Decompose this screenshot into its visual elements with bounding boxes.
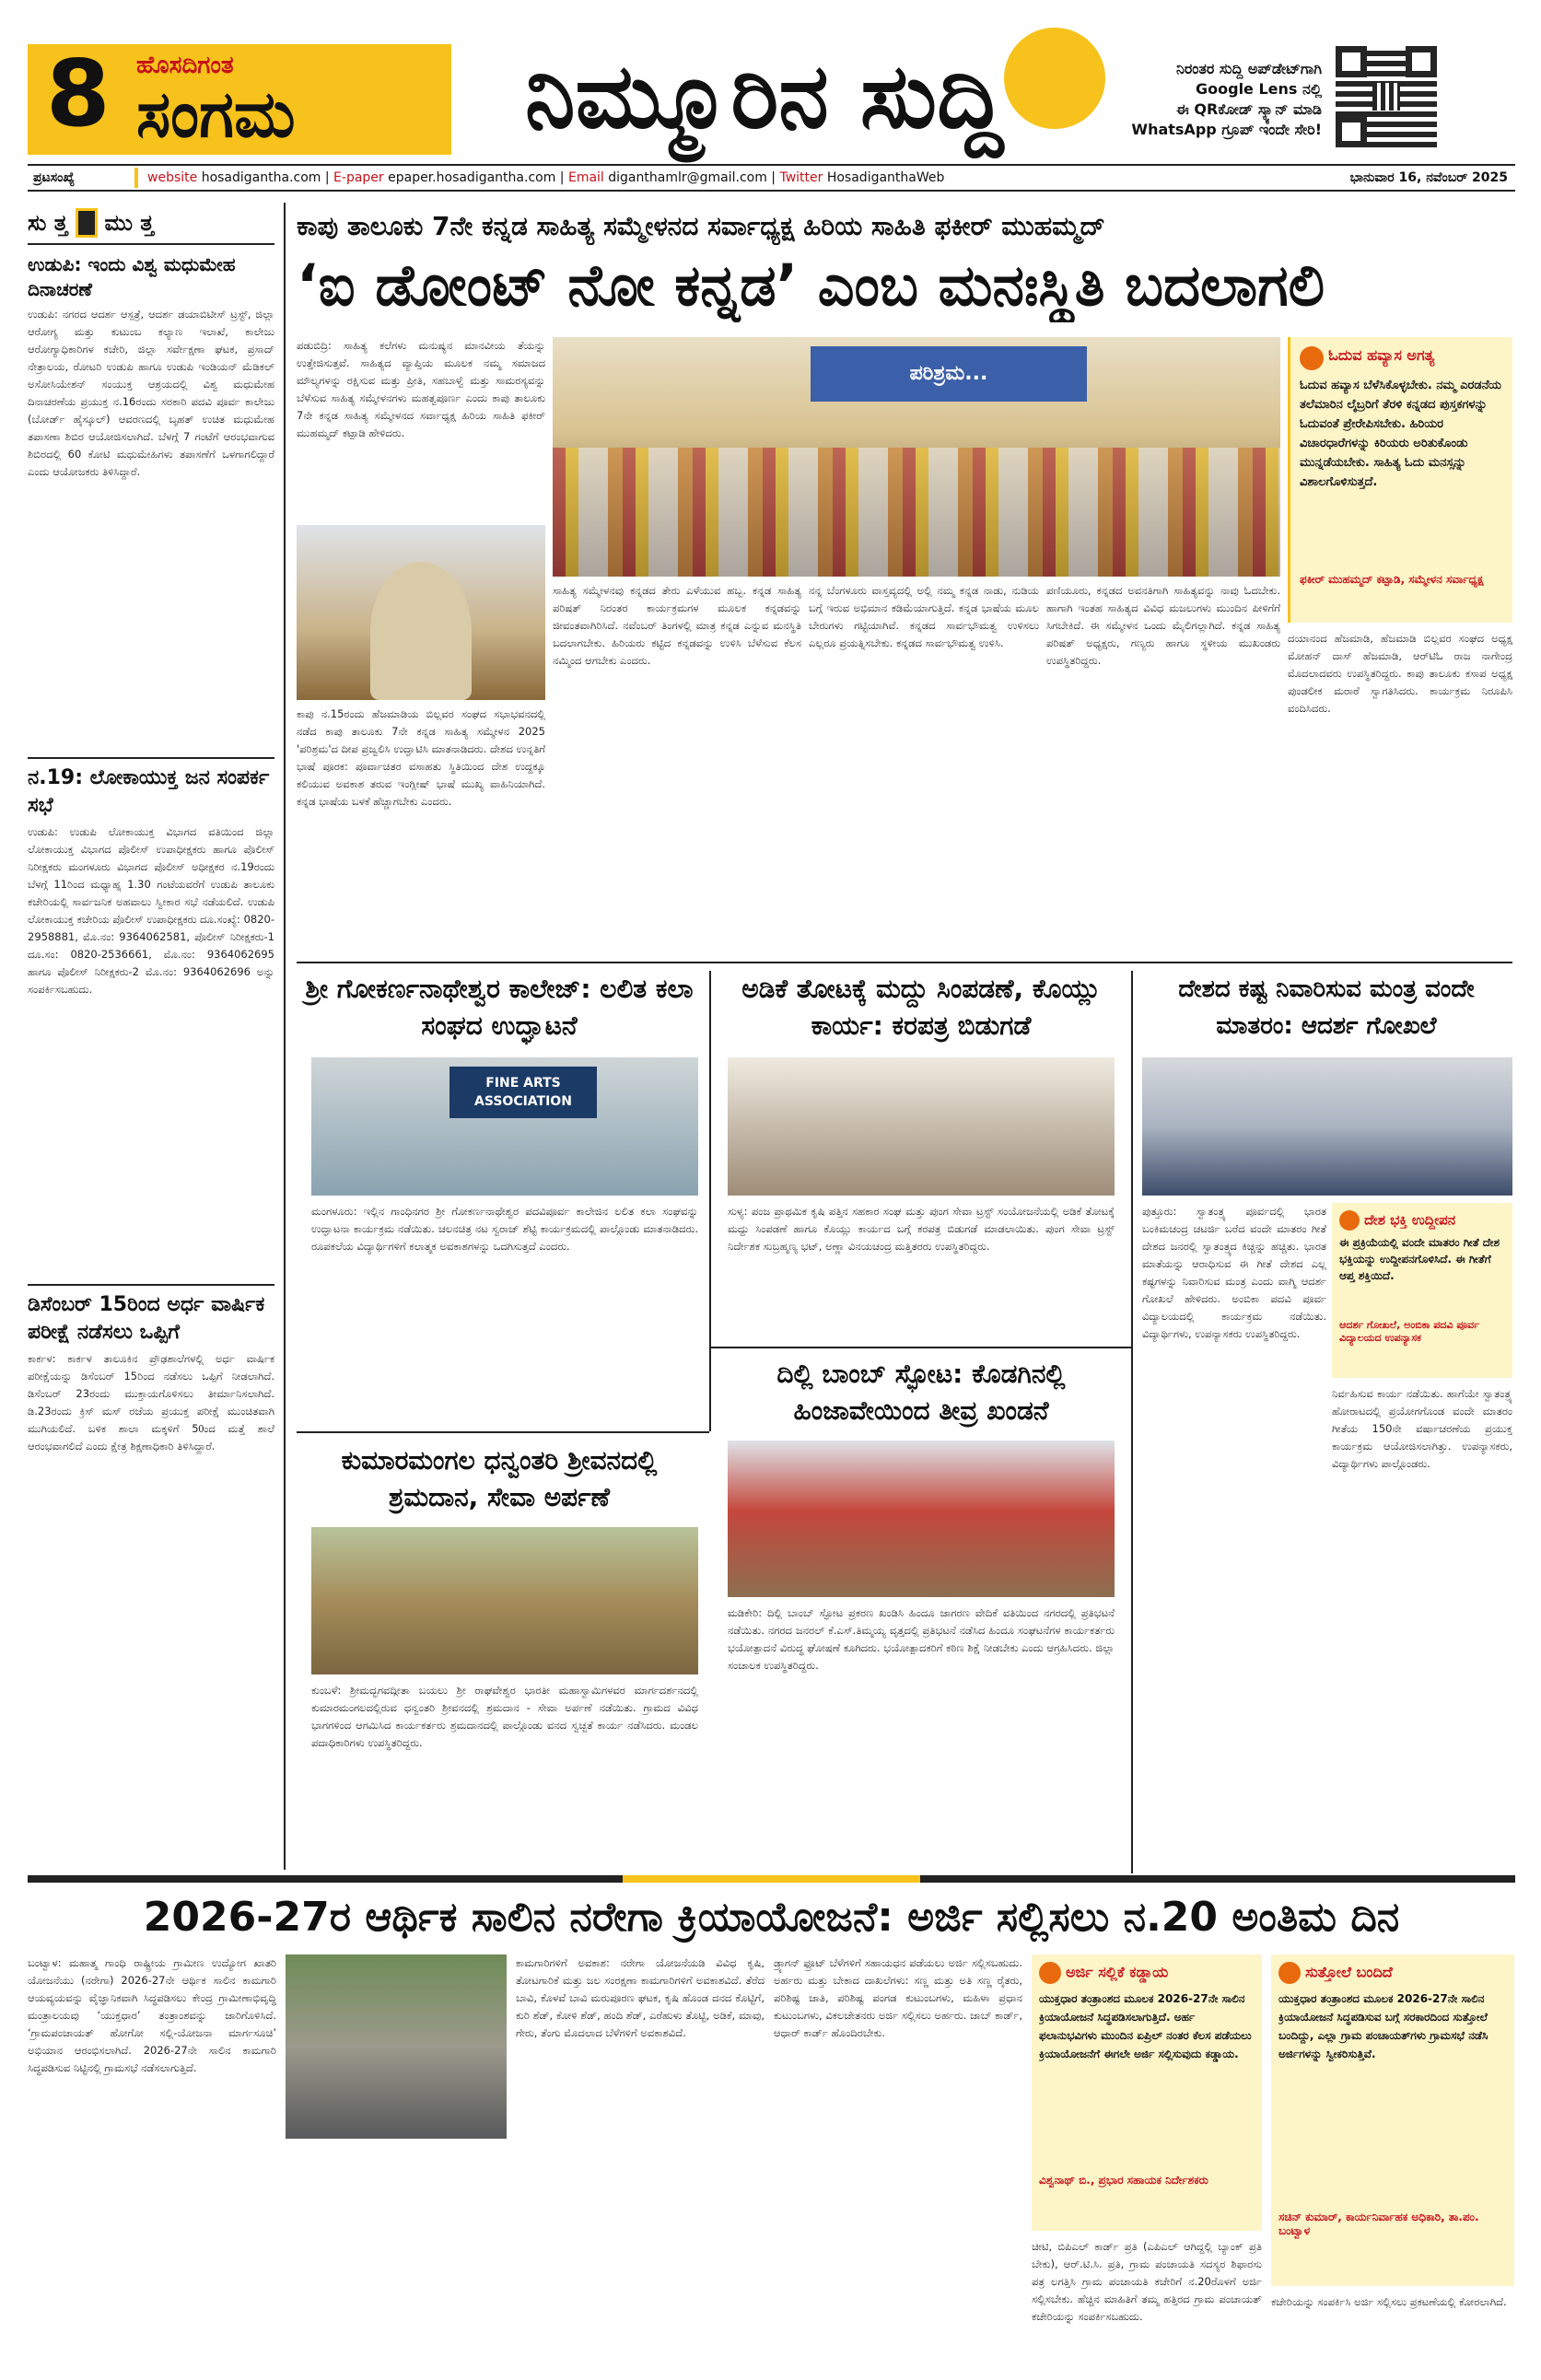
lead-photo-group bbox=[553, 337, 1280, 577]
vandemataram-box-icon bbox=[1339, 1210, 1360, 1231]
masthead bbox=[28, 37, 1515, 157]
door-icon bbox=[76, 208, 98, 238]
arecanut-body: ಸುಳ್ಯ: ಪಂಜ ಪ್ರಾಥಮಿಕ ಕೃಷಿ ಪತ್ತಿನ ಸಹಕಾರ ಸಂಘ ಮತ್ತು ಪುಂಗ ಸೇವಾ ಟ್ರಸ್ಟ್ ಸಂಯೋಜನೆಯಲ್ಲಿ ಅಡಿಕೆ ತೋಟಕ್ಕೆ ಮದ್ದು ಸಿಂಪಡಣೆ ಹಾಗೂ ಕೊಯ್ಲು ಕಾರ್ಯದ ಬಗ್ಗೆ ಕರಪತ್ರ ಬಿಡುಗಡೆ ಮಾಡಲಾಯಿತು. ಪುಂಗ ಸೇವಾ ಟ್ರಸ್ಟ್ ನಿರ್ದೇಶಕ ಸುಬ್ರಹ್ಮಣ್ಯ ಭಟ್, ಅಣ್ಣಾ ವಿನಯಚಂದ್ರ ಮತ್ತಿತರರು ಉಪಸ್ಥಿತರಿದ್ದರು. bbox=[728, 1205, 1115, 1253]
bottom-photo bbox=[286, 1954, 507, 2139]
website-label: website bbox=[147, 170, 198, 185]
bottom-box2-icon bbox=[1278, 1962, 1301, 1984]
page-label: ಪ್ರಟಸಂಖ್ಯೆ bbox=[33, 170, 76, 185]
kumaramangala-photo bbox=[311, 1527, 698, 1674]
vandemataram-box-title: ದೇಶ ಭಕ್ತಿ ಉದ್ದೀಪನ bbox=[1364, 1211, 1456, 1229]
delhi-photo bbox=[728, 1441, 1115, 1597]
qr-caption-line: ಈ QRಕೋಡ್ ಸ್ಕ್ಯಾನ್ ಮಾಡಿ bbox=[1175, 100, 1322, 118]
quote-body: ಓದುವ ಹವ್ಯಾಸ ಬೆಳೆಸಿಕೊಳ್ಳಬೇಕು. ನಮ್ಮ ಎರಡನೆಯ ತಲೆಮಾರಿನ ಲೈಬ್ರರಿಗೆ ತೆರಳಿ ಕನ್ನಡದ ಪುಸ್ತಕಗಳನ್ನು ಓದುವಂತೆ ಪ್ರೇರೇಪಿಸಬೇಕು. ಹಿರಿಯರ ವಿಚಾರಧಾರೆಗಳನ್ನು ಕಿರಿಯರು ಅರಿತುಕೊಂಡು ಮುನ್ನಡೆಯಬೇಕು. ಸಾಹಿತ್ಯ ಓದು ಮನಸ್ಸನ್ನು ವಿಶಾಲಗೊಳಿಸುತ್ತದೆ. bbox=[1300, 379, 1501, 489]
email-label: Email bbox=[567, 170, 604, 185]
sidebar-story3-body: ಕಾರ್ಕಳ: ಕಾರ್ಕಳ ತಾಲೂಕಿನ ಪ್ರೌಢಶಾಲೆಗಳಲ್ಲಿ ಅರ್ಧ ವಾರ್ಷಿಕ ಪರೀಕ್ಷೆಯನ್ನು ಡಿಸೆಂಬರ್ 15ರಿಂದ ನಡೆಸಲು ಒಪ್ಪಿಗೆ ನೀಡಲಾಗಿದೆ. ಡಿಸೆಂಬರ್ 23ರಂದು ಮುಕ್ತಾಯಗೊಳಿಸಲು ತೀರ್ಮಾನಿಸಲಾಗಿದೆ. ಡಿ.23ರಂದು ಕ್ರಿಸ್ ಮಸ್ ರಜೆಯ ಪ್ರಯುಕ್ತ ಪರೀಕ್ಷೆ ಮುಂಚಿತವಾಗಿ ಮುಗಿಯಲಿದೆ. ಬಳಿಕ ಶಾಲಾ ಮಕ್ಕಳಿಗೆ 50ಂದ ಮತ್ತೆ ಶಾಲೆ ಆರಂಭವಾಗಲಿದೆ ಎಂದು ಕ್ಷೇತ್ರ ಶಿಕ್ಷಣಾಧಿಕಾರಿ ತಿಳಿಸಿದ್ದಾರೆ. bbox=[28, 1352, 274, 1452]
sidebar-divider bbox=[284, 203, 286, 1870]
row2-rule-left bbox=[297, 1431, 709, 1433]
vandemataram-box bbox=[1332, 1203, 1512, 1378]
sidebar bbox=[28, 203, 274, 1870]
arecanut-photo bbox=[728, 1057, 1115, 1196]
bottom-box1 bbox=[1032, 1954, 1262, 2231]
bottom-box1-body: ಯುಕ್ತಧಾರ ತಂತ್ರಾಂಶದ ಮೂಲಕ 2026-27ನೇ ಸಾಲಿನ ಕ್ರಿಯಾಯೋಜನೆ ಸಿದ್ಧಪಡಿಸಲಾಗುತ್ತಿದೆ. ಅರ್ಹ ಫಲಾನುಭವಿಗಳು ಮುಂದಿನ ಏಪ್ರಿಲ್ ನಂತರ ಕೆಲಸ ಪಡೆಯಲು ಕ್ರಿಯಾಯೋಜನೆಗೆ ಈಗಲೇ ಅರ್ಜಿ ಸಲ್ಲಿಸುವುದು ಕಡ್ಡಾಯ. bbox=[1039, 1992, 1252, 2060]
sidebar-story2-headline: ನ.19: ಲೋಕಾಯುಕ್ತ ಜನ ಸಂಪರ್ಕ ಸಭೆ bbox=[28, 757, 274, 820]
sidebar-story2-body: ಉಡುಪಿ: ಉಡುಪಿ ಲೋಕಾಯುಕ್ತ ವಿಭಾಗದ ವತಿಯಿಂದ ಜಿಲ್ಲಾ ಲೋಕಾಯುಕ್ತ ವಿಭಾಗದ ಪೊಲೀಸ್ ಉಪಾಧೀಕ್ಷಕರು ಹಾಗೂ ಪೊಲೀಸ್ ನಿರೀಕ್ಷಕರು ಮಂಗಳೂರು ವಿಭಾಗದ ಪೊಲೀಸ್ ಅಧೀಕ್ಷಕರ ನ.19ರಂದು ಬೆಳಗ್ಗೆ 11ರಿಂದ ಮಧ್ಯಾಹ್ನ 1.30 ಗಂಟೆಯವರೆಗೆ ಉಡುಪಿ ತಾಲೂಕು ಕಚೇರಿಯಲ್ಲಿ ಸಾರ್ವಜನಿಕ ಅಹವಾಲು ಸ್ವೀಕಾರ ಸಭೆ ನಡೆಯಲಿದೆ. ಉಡುಪಿ ಲೋಕಾಯುಕ್ತ ಕಚೇರಿಯ ಪೊಲೀಸ್ ಉಪಾಧೀಕ್ಷಕರು ದೂ.ಸಂಖ್ಯೆ: 0820-2958881, ಮೊ.ನಂ: 9364062581, ಪೊಲೀಸ್ ನಿರೀಕ್ಷಕರು-1 ದೂ.ಸಂ: 0820-2536661, ಮೊ.ನಂ: 9364062695 ಹಾಗೂ ಪೊಲೀಸ್ ನಿರೀಕ್ಷಕರು-2 ಮೊ.ನಂ: 9364062696 ಅನ್ನು ಸಂಪರ್ಕಿಸಬಹುದು. bbox=[28, 825, 274, 996]
qr-code[interactable] bbox=[1336, 46, 1437, 147]
kumaramangala-headline: ಕುಮಾರಮಂಗಲ ಧನ್ವಂತರಿ ಶ್ರೀವನದಲ್ಲಿ ಶ್ರಮದಾನ, ಸೇವಾ ಅರ್ಪಣೆ bbox=[341, 1445, 658, 1512]
vandemataram-body2: ನಿರ್ವಹಿಸುವ ಕಾರ್ಯ ನಡೆಯಿತು. ಹಾಗೆಯೇ ಸ್ವಾತಂತ್ರ್ಯ ಹೋರಾಟದಲ್ಲಿ ಪ್ರಯೋಗಗೊಂಡ ವಂದೇ ಮಾತರಂ ಗೀತೆಯ 150ನೇ ವರ್ಷಾಚರಣೆಯ ಪ್ರಯುಕ್ತ ಕಾರ್ಯಕ್ರಮ ಆಯೋಜಿಸಲಾಗಿತ್ತು. ಉಪನ್ಯಾಸಕರು, ವಿದ್ಯಾರ್ಥಿಗಳು ಪಾಲ್ಗೊಂಡರು. bbox=[1332, 1387, 1512, 1470]
college-banner: FINE ARTS ASSOCIATION bbox=[449, 1067, 597, 1118]
lead-intro: ಪಡುಬಿದ್ರಿ: ಸಾಹಿತ್ಯ ಕಲೆಗಳು ಮನುಷ್ಯನ ಮಾನವೀಯ ತೆಯನ್ನು ಉತ್ತೇಜಿಸುತ್ತವೆ. ಸಾಹಿತ್ಯದ ವ್ಯಾಪ್ತಿಯ ಮೂಲಕ ನಮ್ಮ ಸಮಾಜದ ಮೌಲ್ಯಗಳನ್ನು ರಕ್ಷಿಸುವ ಮತ್ತು ಪ್ರೀತಿ, ಸಹಬಾಳ್ವೆ ಮತ್ತು ಸಾಮರಸ್ಯವನ್ನು ಬೆಳೆಸುವ ಸಾಹಿತ್ಯ ಸಮ್ಮೇಳನಗಳು ಮಹತ್ವಪೂರ್ಣ ಎಂದು ಕಾಪು ತಾಲೂಕು 7ನೇ ಕನ್ನಡ ಸಾಹಿತ್ಯ ಸಮ್ಮೇಳನದ ಸರ್ವಾಧ್ಯಕ್ಷ ಹಿರಿಯ ಸಾಹಿತಿ ಫಕೀರ್ ಮುಹಮ್ಮದ್ ಕಟ್ಪಾಡಿ ಹೇಳಿದರು. bbox=[297, 339, 545, 439]
college-photo bbox=[311, 1057, 698, 1196]
bottom-box1-icon bbox=[1039, 1962, 1061, 1984]
vandemataram-photo bbox=[1142, 1057, 1512, 1196]
bottom-color-strip bbox=[28, 1875, 1515, 1883]
epaper-link[interactable]: epaper.hosadigantha.com bbox=[388, 170, 556, 185]
qr-caption bbox=[1096, 59, 1322, 140]
row2-divider-1 bbox=[709, 971, 711, 1431]
vandemataram-box-body: ಈ ಪ್ರಕ್ರಿಯೆಯಲ್ಲಿ ವಂದೇ ಮಾತರಂ ಗೀತೆ ದೇಶ ಭಕ್ತಿಯನ್ನು ಉದ್ದೀಪನಗೊಳಿಸಿದೆ. ಈ ಗೀತೆಗೆ ಆಪ್ತ ಶಕ್ತಿಯಿದೆ. bbox=[1339, 1236, 1500, 1282]
bottom-box2 bbox=[1271, 1954, 1514, 2286]
page-number: 8 bbox=[46, 40, 111, 147]
qr-caption-line: WhatsApp ಗ್ರೂಪ್ ಇಂದೇ ಸೇರಿ! bbox=[1131, 121, 1322, 138]
twitter-label: Twitter bbox=[779, 170, 823, 185]
lead-body3: ನನ್ನ ಬೆಂಗಳೂರು ವಾಸ್ತವ್ಯದಲ್ಲಿ ಅಲ್ಲಿ ನಮ್ಮ ಕನ್ನಡ ನಾಡು, ನುಡಿಯ ಬಗ್ಗೆ ಇರುವ ಅಭಿಮಾನ ಕಡಿಮೆಯಾಗುತ್ತಿದೆ. ಕನ್ನಡ ಭಾಷೆಯ ಮೂಲ ಬೇರುಗಳು ಗಟ್ಟಿಯಾಗಿವೆ. ಕನ್ನಡದ ಸಾರ್ವಭೌಮತ್ವ ಉಳಿಸಲು ಎಲ್ಲರೂ ಪ್ರಯತ್ನಿಸಬೇಕು. ಕನ್ನಡದ ಸಾರ್ವಭೌಮತ್ವ ಉಳಿಸಿ. bbox=[809, 584, 1039, 649]
lead-headline: ‘ಐ ಡೋಂಟ್ ನೋ ಕನ್ನಡ’ ಎಂಬ ಮನಃಸ್ಥಿತಿ ಬದಲಾಗಲಿ bbox=[297, 251, 1325, 319]
lead-bottom-rule bbox=[297, 962, 1512, 963]
quote-author: ಫಕೀರ್ ಮುಹಮ್ಮದ್ ಕಟ್ಪಾಡಿ, ಸಮ್ಮೇಳನ ಸರ್ವಾಧ್ಯಕ್ಷ bbox=[1300, 573, 1484, 586]
sidebar-story3-headline: ಡಿಸೆಂಬರ್ 15ರಿಂದ ಅರ್ಧ ವಾರ್ಷಿಕ ಪರೀಕ್ಷೆ ನಡೆಸಲು ಒಪ್ಪಿಗೆ bbox=[28, 1284, 274, 1347]
website-link[interactable]: hosadigantha.com bbox=[201, 170, 321, 185]
quote-box bbox=[1288, 337, 1512, 623]
bottom-body1: ಬಂಟ್ವಾಳ: ಮಹಾತ್ಮ ಗಾಂಧಿ ರಾಷ್ಟ್ರೀಯ ಗ್ರಾಮೀಣ ಉದ್ಯೋಗ ಖಾತರಿ ಯೋಜನೆಯು (ನರೇಗಾ) 2026-27ನೇ ಆರ್ಥಿಕ ಸಾಲಿನ ಕಾಮಗಾರಿ ಆಯವ್ಯಯವನ್ನು ವೈಜ್ಞಾನಿಕವಾಗಿ ಸಿದ್ಧಪಡಿಸಲು ಕೇಂದ್ರ ಗ್ರಾಮೀಣಾಭಿವೃದ್ಧಿ ಮಂತ್ರಾಲಯವು ‘ಯುಕ್ತಧಾರ’ ತಂತ್ರಾಂಶವನ್ನು ಜಾರಿಗೊಳಿಸಿದೆ. ‘ಗ್ರಾಮಪಂಚಾಯತ್ ಹೋಗೋ ಸಲ್ಲಿ-ಯೋಜನಾ ಮಾರ್ಗಸೂಚಿ’ ಅಭಿಯಾನ ಆರಂಭಿಸಲಾಗಿದೆ. 2026-27ನೇ ಸಾಲಿನ ಕಾಮಗಾರಿ ಸಿದ್ಧಪಡಿಸುವ ನಿಟ್ಟಿನಲ್ಲಿ ಗ್ರಾಮಸಭೆ ನಡೆಸಲಾಗುತ್ತಿದೆ. bbox=[28, 1956, 276, 2074]
bottom-box2-title: ಸುತ್ತೋಲೆ ಬಂದಿದೆ bbox=[1305, 1963, 1393, 1981]
vandemataram-box-author: ಆದರ್ಶ ಗೋಖಲೆ, ಅಂಬಿಕಾ ಪದವಿ ಪೂರ್ವ ವಿದ್ಯಾಲಯದ ಉಪನ್ಯಾಸಕ bbox=[1339, 1319, 1479, 1344]
issue-date: ಭಾನುವಾರ 16, ನವೆಂಬರ್ 2025 bbox=[1349, 170, 1508, 185]
college-body: ಮಂಗಳೂರು: ಇಲ್ಲಿನ ಗಾಂಧಿನಗರ ಶ್ರೀ ಗೋಕರ್ಣನಾಥೇಶ್ವರ ಪದವಿಪೂರ್ವ ಕಾಲೇಜಿನ ಲಲಿತ ಕಲಾ ಸಂಘವನ್ನು ಉದ್ಘಾಟನಾ ಕಾರ್ಯಕ್ರಮ ನಡೆಯಿತು. ಚಲನಚಿತ್ರ ನಟ ಸ್ವರಾಜ್ ಶೆಟ್ಟಿ ಕಾರ್ಯಕ್ರಮದಲ್ಲಿ ಪಾಲ್ಗೊಂಡು ಮಾತನಾಡಿದರು. ರೂಪಕಲೆಯ ವಿದ್ಯಾರ್ಥಿಗಳಿಗೆ ಕಲಾತ್ಮಕ ಅವಕಾಶಗಳನ್ನು ಒದಗಿಸುತ್ತದೆ ಎಂದರು. bbox=[311, 1205, 698, 1253]
lead-body1: ಕಾಪು ನ.15ರಂದು ಹೆಜಮಾಡಿಯ ಬಿಲ್ಲವರ ಸಂಘದ ಸಭಾಭವನದಲ್ಲಿ ನಡೆದ ಕಾಪು ತಾಲೂಕು 7ನೇ ಕನ್ನಡ ಸಾಹಿತ್ಯ ಸಮ್ಮೇಳನ 2025 'ಪರಿಶ್ರಮ'ದ ದೀಪ ಪ್ರಜ್ವಲಿಸಿ ಉದ್ಘಾಟಿಸಿ ಮಾತನಾಡಿದರು. ದೇಶದ ಉನ್ನತಿಗೆ ಭಾಷೆ ಪೂರಕ: ಪೂರ್ವಾಚಿತರ ವಸಾಹತು ಸ್ಥಿತಿಯಿಂದ ದೇಶ ಉದ್ದಕ್ಕೂ ಕಲಿಯುವ ಅವಕಾಶ ತರುವ ಇಂಗ್ಲೀಷ್ ಭಾಷೆ ಮುಖ್ಯ ವಾಹಿನಿಯಾಗಿದೆ. ಕನ್ನಡ ಭಾಷೆಯ ಬಳಕೆ ಹೆಚ್ಚಾಗಬೇಕು ಎಂದರು. bbox=[297, 707, 545, 808]
lead-kicker: ಕಾಪು ತಾಲೂಕು 7ನೇ ಕನ್ನಡ ಸಾಹಿತ್ಯ ಸಮ್ಮೇಳನದ ಸರ್ವಾಧ್ಯಕ್ಷ ಹಿರಿಯ ಸಾಹಿತಿ ಫಕೀರ್ ಮುಹಮ್ಮದ್ bbox=[297, 211, 1105, 241]
email-link[interactable]: diganthamlr@gmail.com bbox=[608, 170, 767, 185]
bottom-box1-title: ಅರ್ಜಿ ಸಲ್ಲಿಕೆ ಕಡ್ಡಾಯ bbox=[1066, 1963, 1169, 1981]
lead-body4: ಪಣಿಯೂರು, ಕನ್ನಡದ ಅವನತಿಗಾಗಿ ಸಾಹಿತ್ಯವನ್ನು ನಾವು ಓದಬೇಕು. ಹಾಗಾಗಿ ಇಂತಹ ಸಾಹಿತ್ಯದ ವಿವಿಧ ಮಜಲುಗಳು ಮುಂದಿನ ಪೀಳಿಗೆಗೆ ಸಿಗಬೇಕಿದೆ. ಈ ಸಮ್ಮೇಳನ ಒಂದು ಮೈಲಿಗಲ್ಲಾಗಿದೆ. ಕನ್ನಡ ಸಾಹಿತ್ಯ ಪರಿಷತ್ ಅಧ್ಯಕ್ಷರು, ಗಣ್ಯರು ಹಾಗೂ ಸ್ಥಳೀಯ ಮುಖಂಡರು ಉಪಸ್ಥಿತರಿದ್ದರು. bbox=[1046, 584, 1280, 667]
brand-small: ಹೊಸದಿಗಂತ bbox=[136, 52, 234, 79]
row2-divider-2 bbox=[1131, 971, 1133, 1873]
bottom-box2-body: ಯುಕ್ತಧಾರ ತಂತ್ರಾಂಶದ ಮೂಲಕ 2026-27ನೇ ಸಾಲಿನ ಕ್ರಿಯಾಯೋಜನೆ ಸಿದ್ಧಪಡಿಸುವ ಬಗ್ಗೆ ಸರಕಾರದಿಂದ ಸುತ್ತೋಲೆ ಬಂದಿದ್ದು, ಎಲ್ಲಾ ಗ್ರಾಮ ಪಂಚಾಯತ್‌ಗಳು ಗ್ರಾಮಸಭೆ ನಡೆಸಿ ಅರ್ಜಿಗಳನ್ನು ಸ್ವೀಕರಿಸುತ್ತಿವೆ. bbox=[1278, 1992, 1488, 2060]
delhi-body: ಮಡಿಕೇರಿ: ದಿಲ್ಲಿ ಬಾಂಬ್ ಸ್ಫೋಟ ಪ್ರಕರಣ ಖಂಡಿಸಿ ಹಿಂದೂ ಜಾಗರಣ ವೇದಿಕೆ ವತಿಯಿಂದ ನಗರದಲ್ಲಿ ಪ್ರತಿಭಟನೆ ನಡೆಯಿತು. ನಗರದ ಜನರಲ್ ಕೆ.ಎಸ್.ತಿಮ್ಮಯ್ಯ ವೃತ್ತದಲ್ಲಿ ಪ್ರತಿಭಟನೆ ನಡೆಸಿದ ಹಿಂದೂ ಸಂಘಟನೆಗಳ ಕಾರ್ಯಕರ್ತರು ಭಯೋತ್ಪಾದನೆ ವಿರುದ್ಧ ಘೋಷಣೆ ಕೂಗಿದರು. ಭಯೋತ್ಪಾದಕರಿಗೆ ಕಠಿಣ ಶಿಕ್ಷೆ ನೀಡಬೇಕು ಎಂದು ಆಗ್ರಹಿಸಿದರು. ಜಿಲ್ಲಾ ಸಂಚಾಲಕ ಉಪಸ್ಥಿತರಿದ್ದರು. bbox=[728, 1606, 1115, 1672]
qr-caption-line: Google Lens ನಲ್ಲಿ bbox=[1196, 80, 1322, 98]
sidebar-story1-headline: ಉಡುಪಿ: ಇಂದು ವಿಶ್ವ ಮಧುಮೇಹ ದಿನಾಚರಣೆ bbox=[28, 253, 236, 300]
bottom-body2: ಕಾಮಗಾರಿಗಳಿಗೆ ಅವಕಾಶ: ನರೇಗಾ ಯೋಜನೆಯಡಿ ವಿವಿಧ ಕೃಷಿ, ತೋಟಗಾರಿಕೆ ಮತ್ತು ಜಲ ಸಂರಕ್ಷಣಾ ಕಾಮಗಾರಿಗಳಿಗೆ ಅವಕಾಶವಿದೆ. ತೆರೆದ ಬಾವಿ, ಕೊಳವೆ ಬಾವಿ ಮರುಪೂರಣ ಘಟಕ, ಕೃಷಿ ಹೊಂಡ ದನದ ಕೊಟ್ಟಿಗೆ, ಕುರಿ ಶೆಡ್, ಕೋಳಿ ಶೆಡ್, ಹಂದಿ ಶೆಡ್, ಎರೆಹುಳು ತೊಟ್ಟಿ, ಅಡಿಕೆ, ಮಾವು, ಗೇರು, ತೆಂಗು ಮೊದಲಾದ ಬೆಳೆಗಳಿಗೆ ಅವಕಾಶವಿದೆ. bbox=[516, 1956, 765, 2039]
info-divider bbox=[134, 168, 138, 188]
sidebar-story1-body: ಉಡುಪಿ: ನಗರದ ಆದರ್ಶ ಆಸ್ಪತ್ರೆ, ಆದರ್ಶ ಡಯಾಬಿಟೀಸ್ ಟ್ರಸ್ಟ್, ಜಿಲ್ಲಾ ಆರೋಗ್ಯ ಮತ್ತು ಕುಟುಂಬ ಕಲ್ಯಾಣ ಇಲಾಖೆ, ಕಾಲೇಜು ಆರೋಗ್ಯಾಧಿಕಾರಿಗಳ ಕಚೇರಿ, ಜಿಲ್ಲಾ ಸರ್ವೇಕ್ಷಣಾ ಘಟಕ, ಪ್ರಸಾದ್ ನೇತ್ರಾಲಯ, ರೋಟರಿ ಉಡುಪಿ ಹಾಗೂ ಉಡುಪಿ ಇಂಡಿಯನ್ ಮೆಡಿಕಲ್ ಅಸೋಸಿಯೇಶನ್ ಸಂಯುಕ್ತ ಆಶ್ರಯದಲ್ಲಿ ವಿಶ್ವ ಮಧುಮೇಹ ದಿನಾಚರಣೆಯ ಪ್ರಯುಕ್ತ ನ.16ರಂದು ಸರಕಾರಿ ಪದವಿ ಪೂರ್ವ ಕಾಲೇಜು (ಬೋರ್ಡ್ ಹೈಸ್ಕೂಲ್) ಆವರಣದಲ್ಲಿ ಬೃಹತ್ ಉಚಿತ ಮಧುಮೇಹ ತಪಾಸಣಾ ಶಿಬಿರ ಆಯೋಜಿಸಲಾಗಿದೆ. ಬೆಳಗ್ಗೆ 7 ಗಂಟೆಗೆ ಆರಂಭವಾಗುವ ಶಿಬಿರದಲ್ಲಿ 60 ಕೋಟಿ ಮಧುಮೇಹಿಗಳು ತಪಾಸಣೆಗೆ ಒಳಗಾಗಲಿದ್ದಾರೆ ಎಂದು ಆಯೋಜಕರು ತಿಳಿಸಿದ್ದಾರೆ. bbox=[28, 308, 274, 478]
lead-photo-speaker bbox=[297, 525, 545, 700]
delhi-headline: ದಿಲ್ಲಿ ಬಾಂಬ್ ಸ್ಫೋಟ: ಕೊಡಗಿನಲ್ಲಿ ಹಿಂಜಾವೇಯಿಂದ ತೀವ್ರ ಖಂಡನೆ bbox=[776, 1359, 1066, 1426]
info-bar: ಪ್ರಟಸಂಖ್ಯೆ website hosadigantha.com | E-paper epaper.hosadigantha.com | Email diganthamlr@gmail.com | Twitter HosadiganthaWeb ಭಾನುವಾರ 16, ನವೆಂಬರ್ 2025 bbox=[28, 164, 1515, 192]
vandemataram-headline: ದೇಶದ ಕಷ್ಟ ನಿವಾರಿಸುವ ಮಂತ್ರ ವಂದೇ ಮಾತರಂ: ಆದರ್ಶ ಗೋಖಲೆ bbox=[1178, 975, 1475, 1040]
lead-body5: ದಯಾನಂದ ಹೆಜಮಾಡಿ, ಹೆಜಮಾಡಿ ಬಿಲ್ಲವರ ಸಂಘದ ಅಧ್ಯಕ್ಷ ಮೋಹನ್ ದಾಸ್ ಹೆಜಮಾಡಿ, ಆರ್‌ಟಿಓ ರಾಜ ನಾಗೇಂದ್ರ ಮೊದಲಾದವರು ಉಪಸ್ಥಿತರಿದ್ದರು. ಕಾಪು ತಾಲೂಕು ಕಸಾಪ ಅಧ್ಯಕ್ಷ ಪುಂಡಲೀಕ ಮರಾಠೆ ಸ್ವಾಗತಿಸಿದರು. ಕಾರ್ಯಕ್ರಮ ನಿರೂಪಿಸಿ ವಂದಿಸಿದರು. bbox=[1288, 632, 1512, 715]
college-headline: ಶ್ರೀ ಗೋಕರ್ಣನಾಥೇಶ್ವರ ಕಾಲೇಜ್: ಲಲಿತ ಕಲಾ ಸಂಘದ ಉದ್ಘಾಟನೆ bbox=[305, 974, 694, 1041]
brand-logo: ಸಂಗಮ bbox=[136, 76, 296, 152]
bottom-body3: ಡ್ರ್ಯಾಗನ್ ಫ್ರೂಟ್ ಬೆಳೆಗಳಿಗೆ ಸಹಾಯಧನ ಪಡೆಯಲು ಅರ್ಜಿ ಸಲ್ಲಿಸಬಹುದು. ಅರ್ಹರು ಮತ್ತು ಬೇಕಾದ ದಾಖಲೆಗಳು: ಸಣ್ಣ ಮತ್ತು ಅತಿ ಸಣ್ಣ ರೈತರು, ಪರಿಶಿಷ್ಟ ಜಾತಿ, ಪರಿಶಿಷ್ಟ ಪಂಗಡ ಕುಟುಂಬಗಳು, ಮಹಿಳಾ ಪ್ರಧಾನ ಕುಟುಂಬಗಳು, ವಿಕಲಚೇತನರು ಅರ್ಜಿ ಸಲ್ಲಿಸಲು ಅರ್ಹರು. ಜಾಬ್ ಕಾರ್ಡ್, ಆಧಾರ್ ಕಾರ್ಡ್ ಹೊಂದಿರಬೇಕು. bbox=[774, 1956, 1022, 2039]
lead-body2: ಸಾಹಿತ್ಯ ಸಮ್ಮೇಳನವು ಕನ್ನಡದ ತೇರು ಎಳೆಯುವ ಹಬ್ಬ. ಕನ್ನಡ ಸಾಹಿತ್ಯ ಪರಿಷತ್ ನಿರಂತರ ಕಾರ್ಯಕ್ರಮಗಳ ಮೂಲಕ ಕನ್ನಡವನ್ನು ಜೀವಂತವಾಗಿರಿಸಿದೆ. ನವೆಂಬರ್ ತಿಂಗಳಲ್ಲಿ ಮಾತ್ರ ಕನ್ನಡ ಎನ್ನುವ ಮನಸ್ಥಿತಿ ಬದಲಾಗಬೇಕು. ಹಿರಿಯರು ಕಟ್ಟಿದ ಕನ್ನಡವನ್ನು ಉಳಿಸಿ ಬೆಳೆಸುವ ಕೆಲಸ ನಮ್ಮಿಂದ ಆಗಬೇಕು ಎಂದರು. bbox=[553, 584, 801, 667]
event-banner: ಪರಿಶ್ರಮ... bbox=[811, 346, 1087, 402]
vandemataram-body: ಪುತ್ತೂರು: ಸ್ವಾತಂತ್ರ್ಯ ಪೂರ್ವದಲ್ಲಿ ಭಾರತ ಬಂಕಿಮಚಂದ್ರ ಚಟರ್ಜಿ ಬರೆದ ವಂದೇ ಮಾತರಂ ಗೀತೆ ದೇಶದ ಜನರಲ್ಲಿ ಸ್ವಾತಂತ್ರ್ಯದ ಕಿಚ್ಚನ್ನು ಹಚ್ಚಿತು. ಭಾರತ ಮಾತೆಯನ್ನು ಆರಾಧಿಸುವ ಈ ಗೀತೆ ದೇಶದ ಎಲ್ಲ ಕಷ್ಟಗಳನ್ನು ನಿವಾರಿಸುವ ಮಂತ್ರ ಎಂದು ವಾಗ್ಮಿ ಆದರ್ಶ ಗೋಖಲೆ ಹೇಳಿದರು. ಅಂಬಿಕಾ ಪದವಿ ಪೂರ್ವ ವಿದ್ಯಾಲಯದಲ್ಲಿ ಕಾರ್ಯಕ್ರಮ ನಡೆಯಿತು. ವಿದ್ಯಾರ್ಥಿಗಳು, ಉಪನ್ಯಾಸಕರು ಉಪಸ್ಥಿತರಿದ್ದರು. bbox=[1142, 1205, 1326, 1340]
sidebar-title: ಸು ತ್ತ ಮು ತ್ತ bbox=[28, 203, 274, 245]
yellow-sun-decoration bbox=[1004, 28, 1105, 129]
bottom-box1-author: ವಿಶ್ವನಾಥ್ ಬಿ., ಪ್ರಭಾರ ಸಹಾಯಕ ನಿರ್ದೇಶಕರು bbox=[1039, 2174, 1208, 2187]
bottom-body4: ಚೀಟಿ, ಬಿಪಿಎಲ್ ಕಾರ್ಡ್ ಪ್ರತಿ (ಎಪಿಎಲ್ ಆಗಿದ್ದಲ್ಲಿ ಬ್ಯಾಂಕ್ ಪ್ರತಿ ಬೇಕು), ಆರ್.ಟಿ.ಸಿ. ಪ್ರತಿ, ಗ್ರಾಮ ಪಂಚಾಯತಿ ಸದಸ್ಯರ ಶಿಫಾರಸು ಪತ್ರ ಲಗತ್ತಿಸಿ ಗ್ರಾಮ ಪಂಚಾಯತಿ ಕಚೇರಿಗೆ ನ.20ರೊಳಗೆ ಅರ್ಜಿ ಸಲ್ಲಿಸಬೇಕು. ಹೆಚ್ಚಿನ ಮಾಹಿತಿಗೆ ತಮ್ಮ ಹತ್ತಿರದ ಗ್ರಾಮ ಪಂಚಾಯತ್ ಕಚೇರಿಯನ್ನು ಸಂಪರ್ಕಿಸಬಹುದು. bbox=[1032, 2240, 1262, 2323]
bottom-body5: ಕಚೇರಿಯನ್ನು ಸಂಪರ್ಕಿಸಿ ಅರ್ಜಿ ಸಲ್ಲಿಸಲು ಪ್ರಕಟಣೆಯಲ್ಲಿ ಕೋರಲಾಗಿದೆ. bbox=[1271, 2295, 1507, 2308]
quote-icon bbox=[1300, 346, 1324, 370]
row2-rule-mid bbox=[711, 1347, 1131, 1348]
arecanut-headline: ಅಡಿಕೆ ತೋಟಕ್ಕೆ ಮದ್ದು ಸಿಂಪಡಣೆ, ಕೊಯ್ಲು ಕಾರ್ಯ: ಕರಪತ್ರ ಬಿಡುಗಡೆ bbox=[741, 974, 1101, 1041]
section-title: ನಿಮ್ಮೂರಿನ ಸುದ್ದಿ bbox=[525, 44, 1004, 149]
kumaramangala-body: ಕುಂಬಳೆ: ಶ್ರೀಮದ್ಭಗವದ್ಗೀತಾ ಬಯಲು ಶ್ರೀ ರಾಘವೇಶ್ವರ ಭಾರತೀ ಮಹಾಸ್ವಾಮಿಗಳವರ ಮಾರ್ಗದರ್ಶನದಲ್ಲಿ ಕುಮಾರಮಂಗಲದಲ್ಲಿರುವ ಧನ್ವಂತರಿ ಶ್ರೀವನದಲ್ಲಿ ಶ್ರಮದಾನ - ಸೇವಾ ಅರ್ಪಣೆ ನಡೆಯಿತು. ಗ್ರಾಮದ ವಿವಿಧ ಭಾಗಗಳಿಂದ ಆಗಮಿಸಿದ ಕಾರ್ಯಕರ್ತರು ಶ್ರಮದಾನದಲ್ಲಿ ಪಾಲ್ಗೊಂಡು ವನದ ಸ್ವಚ್ಛತೆ ಕಾರ್ಯ ನಡೆಸಿದರು. ಮಂಡಲ ಪದಾಧಿಕಾರಿಗಳು ಉಪಸ್ಥಿತರಿದ್ದರು. bbox=[311, 1684, 698, 1749]
epaper-label: E-paper bbox=[333, 170, 384, 185]
twitter-link[interactable]: HosadiganthaWeb bbox=[826, 170, 945, 185]
qr-caption-line: ನಿರಂತರ ಸುದ್ದಿ ಅಪ್‌ಡೇಟ್‌ಗಾಗಿ bbox=[1175, 60, 1322, 77]
bottom-box2-author: ಸಚಿನ್ ಕುಮಾರ್, ಕಾರ್ಯನಿರ್ವಾಹಕ ಅಧಿಕಾರಿ, ತಾ.ಪಂ. ಬಂಟ್ವಾಳ bbox=[1278, 2211, 1479, 2237]
quote-title: ಓದುವ ಹವ್ಯಾಸ ಅಗತ್ಯ bbox=[1328, 346, 1435, 364]
bottom-headline: 2026-27ರ ಆರ್ಥಿಕ ಸಾಲಿನ ನರೇಗಾ ಕ್ರಿಯಾಯೋಜನೆ: ಅರ್ಜಿ ಸಲ್ಲಿಸಲು ನ.20 ಅಂತಿಮ ದಿನ bbox=[143, 1894, 1400, 1941]
